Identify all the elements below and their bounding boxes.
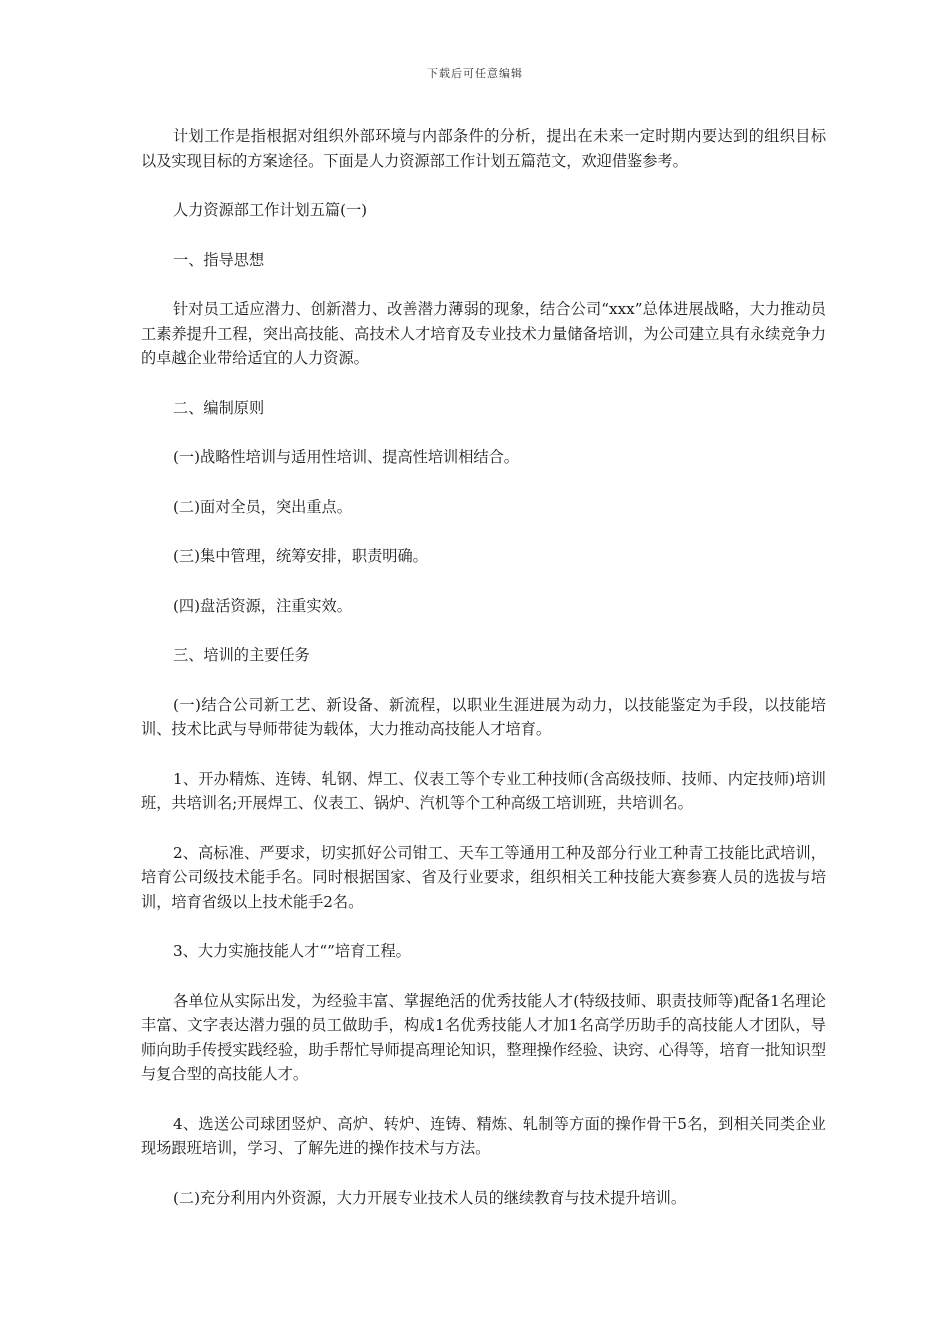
doc-title: 人力资源部工作计划五篇(一) <box>173 201 368 219</box>
task-1-item-3: 3、大力实施技能人才“”培育工程。 <box>173 942 411 960</box>
section-heading-2: 二、编制原则 <box>173 398 265 417</box>
principle-4: (四)盘活资源，注重实效。 <box>173 596 352 615</box>
principle-3: (三)集中管理，统筹安排，职责明确。 <box>173 547 428 565</box>
principle-2: (二)面对全员，突出重点。 <box>173 497 352 516</box>
guiding-thought-paragraph: 针对员工适应潜力、创新潜力、改善潜力薄弱的现象，结合公司“xxx”总体进展战略，大力推动员工素养提升工程，突出高技能、高技术人才培育及专业技术力量储备培训，为公司建立具有永续竞争力的卓越企业带给适宜的人力资源。 <box>141 300 826 367</box>
task-1-item-2: 2、高标准、严要求，切实抓好公司钳工、天车工等通用工种及部分行业工种青工技能比武培训，培育公司级技术能手名。同时根据国家、省及行业要求，组织相关工种技能大赛参赛人员的选拔与培训，培育省级以上技术能手2名。 <box>141 843 826 911</box>
task-2: (二)充分利用内外资源，大力开展专业技术人员的继续教育与技术提升培训。 <box>173 1188 687 1207</box>
task-1-item-4: 4、选送公司球团竖炉、高炉、转炉、连铸、精炼、轧制等方面的操作骨干5名，到相关同类企业现场跟班培训，学习、了解先进的操作技术与方法。 <box>141 1114 826 1157</box>
section-heading-1: 一、指导思想 <box>173 250 265 269</box>
document-body <box>141 124 826 1210</box>
page-header: 下载后可任意编辑 <box>427 67 523 80</box>
intro-paragraph: 计划工作是指根据对组织外部环境与内部条件的分析，提出在未来一定时期内要达到的组织目标以及实现目标的方案途径。下面是人力资源部工作计划五篇范文，欢迎借鉴参考。 <box>141 127 826 170</box>
task-1-item-1: 1、开办精炼、连铸、轧钢、焊工、仪表工等个专业工种技师(含高级技师、技师、内定技师)培训班，共培训名;开展焊工、仪表工、锅炉、汽机等个工种高级工培训班，共培训名。 <box>141 769 826 812</box>
principle-1: (一)战略性培训与适用性培训、提高性培训相结合。 <box>173 448 519 466</box>
task-1-item-3-detail: 各单位从实际出发，为经验丰富、掌握绝活的优秀技能人才(特级技师、职责技师等)配备1名理论丰富、文字表达潜力强的员工做助手，构成1名优秀技能人才加1名高学历助手的高技能人才团队，导师向助手传授实践经验，助手帮忙导师提高理论知识，整理操作经验、诀窍、心得等，培育一批知识型与复合型的高技能人才。 <box>141 991 826 1083</box>
task-1: (一)结合公司新工艺、新设备、新流程，以职业生涯进展为动力，以技能鉴定为手段，以技能培训、技术比武与导师带徒为载体，大力推动高技能人才培育。 <box>141 695 826 738</box>
section-heading-3: 三、培训的主要任务 <box>173 646 310 664</box>
